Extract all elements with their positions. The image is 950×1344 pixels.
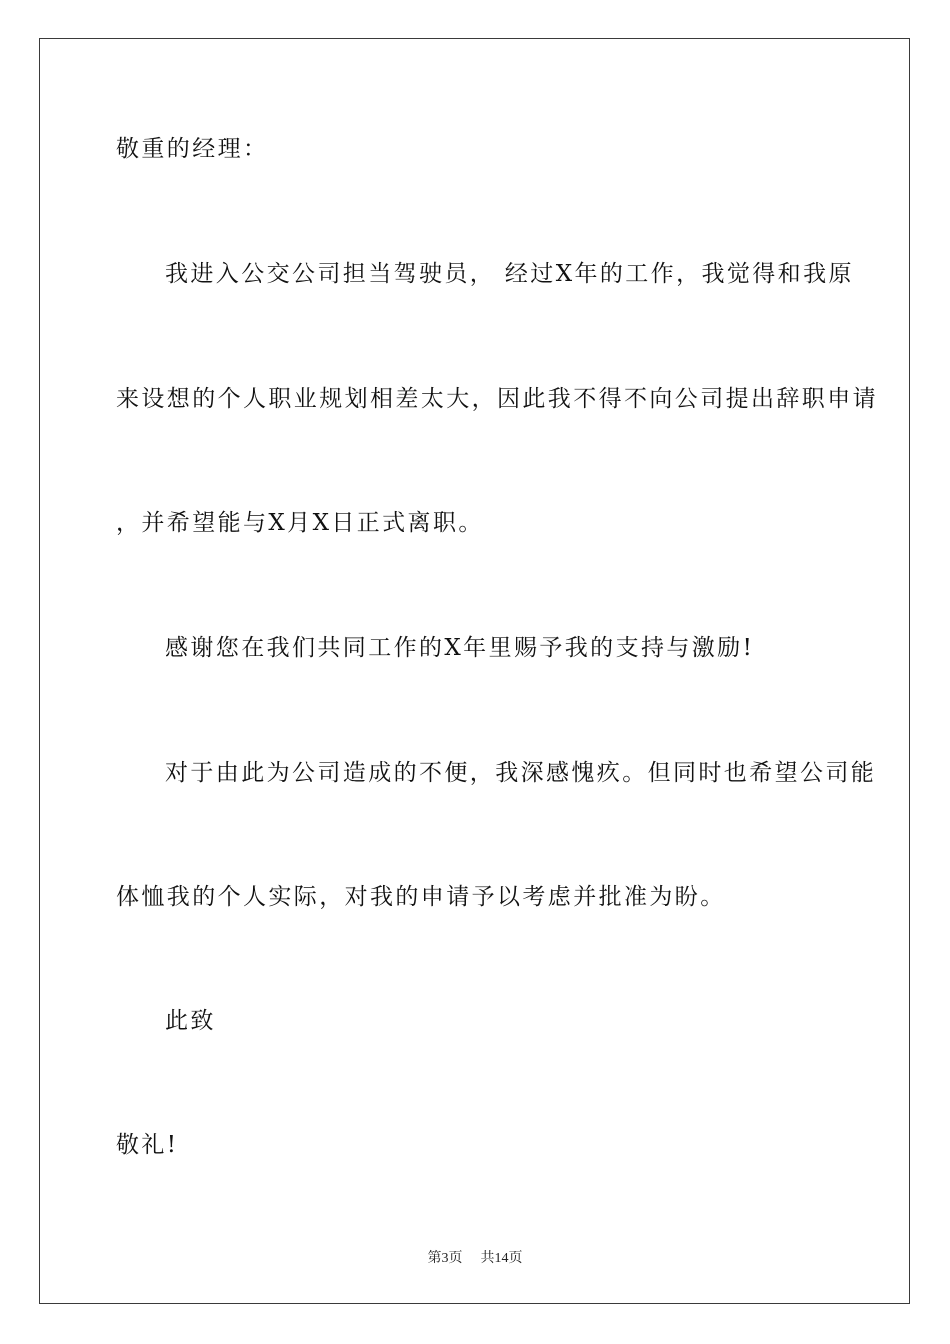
paragraph-3-line-2: 体恤我的个人实际，对我的申请予以考虑并批准为盼。	[116, 884, 726, 910]
closing: 此致	[165, 1008, 216, 1034]
paragraph-1-line-2: 来设想的个人职业规划相差太大，因此我不得不向公司提出辞职申请	[116, 386, 878, 412]
page-border	[39, 38, 910, 1304]
paragraph-1-line-3: ，并希望能与X月X日正式离职。	[116, 510, 484, 536]
page-total: 共14页	[480, 1251, 523, 1266]
salutation: 敬重的经理：	[116, 136, 269, 162]
paragraph-3-line-1: 对于由此为公司造成的不便，我深感愧疚。但同时也希望公司能	[165, 760, 877, 786]
regards: 敬礼!	[116, 1132, 179, 1158]
paragraph-1-line-1: 我进入公交公司担当驾驶员， 经过X年的工作，我觉得和我原	[165, 261, 854, 287]
page-number: 第3页	[427, 1251, 463, 1266]
page-footer	[0, 1247, 950, 1267]
paragraph-2: 感谢您在我们共同工作的X年里赐予我的支持与激励!	[165, 635, 755, 661]
